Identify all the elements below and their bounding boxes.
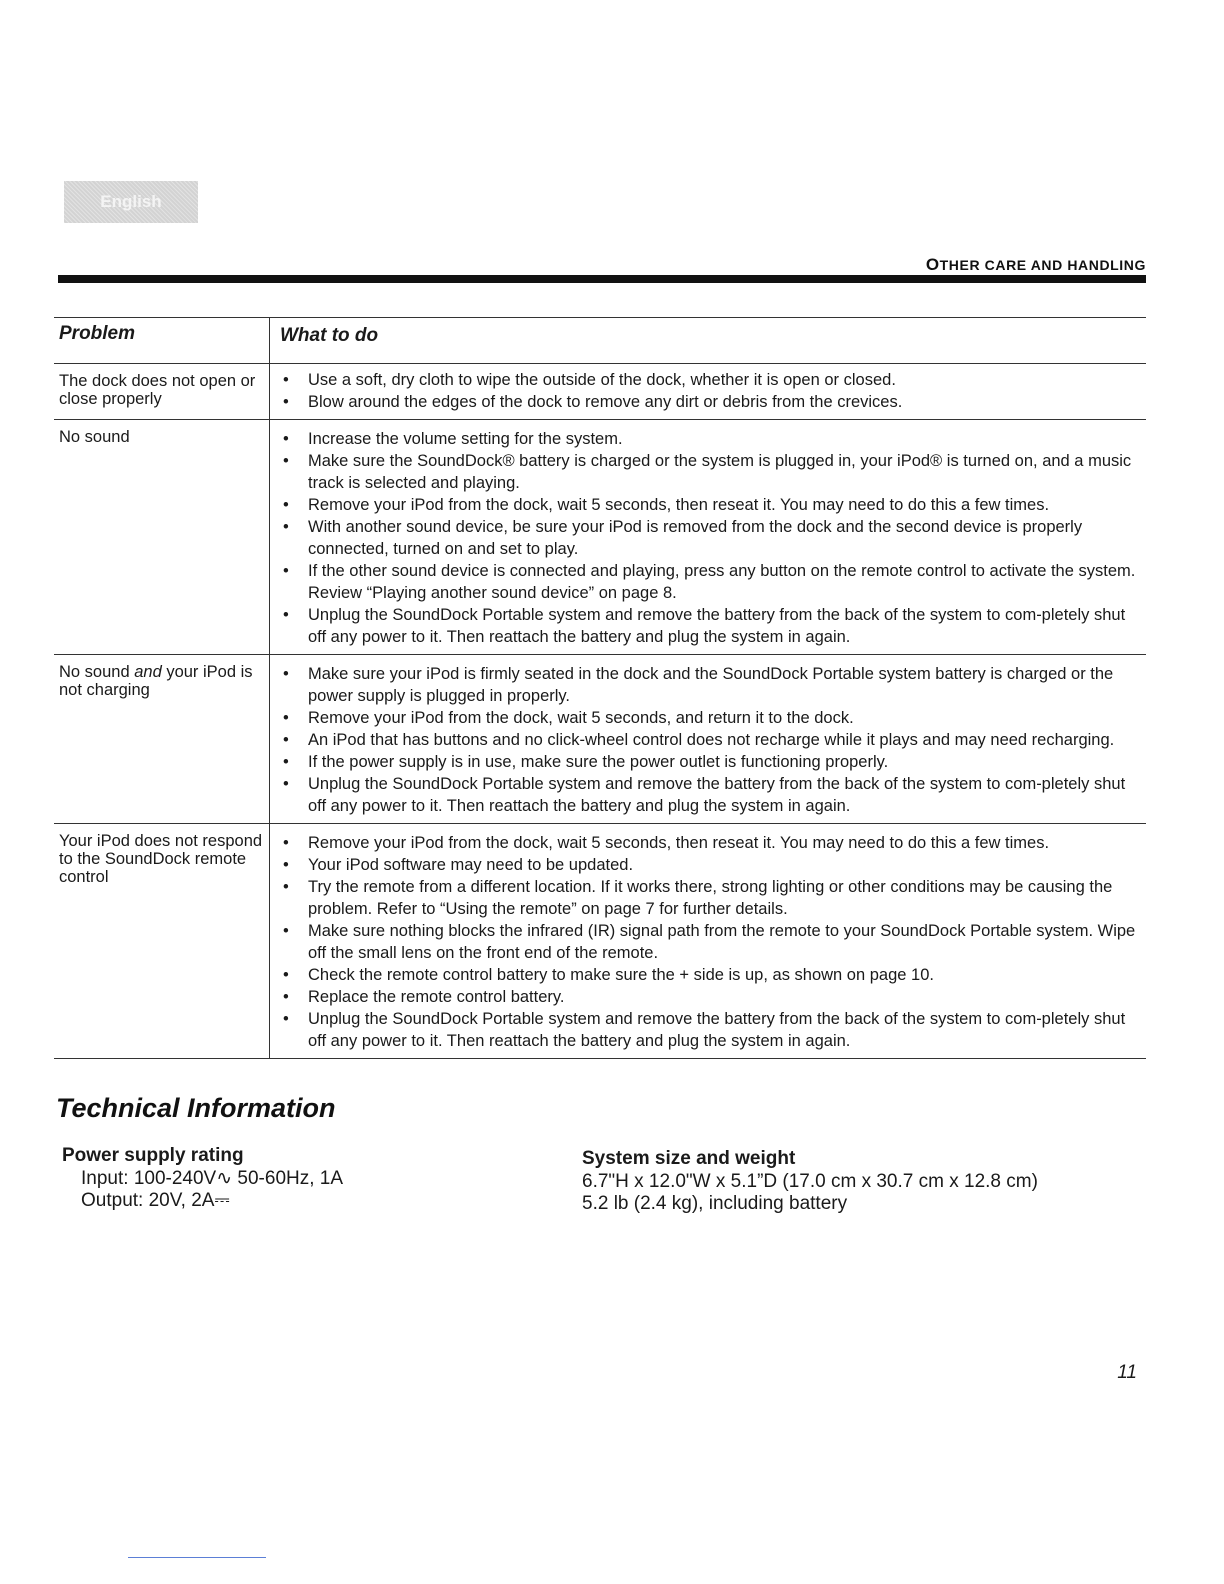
list-item bbox=[280, 729, 1138, 751]
table-row bbox=[54, 364, 1146, 420]
bullet-icon: • bbox=[283, 878, 289, 896]
solution-text: Make sure nothing blocks the infrared (IR) signal path from the remote to your SoundDock Portable system. Wipe off the small lens on the front end of the remote. bbox=[308, 922, 1136, 962]
solution-list bbox=[280, 369, 1138, 413]
list-item bbox=[280, 560, 1138, 604]
problem-text: Your iPod does not respond to the SoundDock remote control bbox=[59, 832, 263, 886]
solution-text: Remove your iPod from the dock, wait 5 seconds, and return it to the dock. bbox=[308, 709, 854, 727]
system-weight: 5.2 lb (2.4 kg), including battery bbox=[582, 1193, 848, 1214]
problem-text: No sound bbox=[59, 663, 135, 681]
list-item bbox=[280, 1008, 1138, 1052]
list-item bbox=[280, 707, 1138, 729]
problem-text: The dock does not open or close properly bbox=[59, 372, 256, 408]
bullet-icon: • bbox=[283, 834, 289, 852]
header-rule bbox=[58, 275, 1146, 283]
table-row bbox=[54, 655, 1146, 824]
solution-text: Increase the volume setting for the system. bbox=[308, 430, 623, 448]
list-item bbox=[280, 854, 1138, 876]
bullet-icon: • bbox=[283, 562, 289, 580]
technical-information-title: Technical Information bbox=[56, 1093, 336, 1123]
list-item bbox=[280, 986, 1138, 1008]
list-item bbox=[280, 494, 1138, 516]
language-tab: English bbox=[64, 181, 198, 223]
solution-text: Use a soft, dry cloth to wipe the outside of the dock, whether it is open or closed. bbox=[308, 371, 896, 389]
bullet-icon: • bbox=[283, 988, 289, 1006]
solution-text: Blow around the edges of the dock to remove any dirt or debris from the crevices. bbox=[308, 393, 903, 411]
list-item bbox=[280, 773, 1138, 817]
system-size-block bbox=[582, 1148, 1038, 1215]
solution-text: Make sure the SoundDock® battery is charged or the system is plugged in, your iPod® is turned on, and a music track is selected and playing. bbox=[308, 452, 1132, 492]
section-header-initial: O bbox=[925, 255, 940, 274]
solution-text: Check the remote control battery to make sure the + side is up, as shown on page 10. bbox=[308, 966, 934, 984]
problem-cell bbox=[54, 655, 269, 823]
list-item bbox=[280, 604, 1138, 648]
bullet-icon: • bbox=[283, 496, 289, 514]
solution-text: If the other sound device is connected and playing, press any button on the remote control to activate the system. Review “Playing another sound device” on page 8. bbox=[308, 562, 1136, 602]
bullet-icon: • bbox=[283, 665, 289, 683]
solution-list bbox=[280, 428, 1138, 648]
solution-text: Remove your iPod from the dock, wait 5 seconds, then reseat it. You may need to do this a few times. bbox=[308, 496, 1050, 514]
troubleshooting-table bbox=[54, 317, 1146, 1059]
footer-line bbox=[128, 1557, 266, 1558]
list-item bbox=[280, 450, 1138, 494]
solution-text: Your iPod software may need to be updated. bbox=[308, 856, 634, 874]
list-item bbox=[280, 428, 1138, 450]
solution-text: Unplug the SoundDock Portable system and remove the battery from the back of the system to com-pletely shut off any power to it. Then reattach the battery and plug the system in again. bbox=[308, 606, 1126, 646]
bullet-icon: • bbox=[283, 753, 289, 771]
bullet-icon: • bbox=[283, 966, 289, 984]
list-item bbox=[280, 663, 1138, 707]
bullet-icon: • bbox=[283, 856, 289, 874]
solution-text: Make sure your iPod is firmly seated in the dock and the SoundDock Portable system battery is charged or the power supply is plugged in properly. bbox=[308, 665, 1114, 705]
page-number: 11 bbox=[1117, 1362, 1137, 1383]
what-to-do-cell bbox=[269, 420, 1146, 654]
section-header-rest: THER CARE AND HANDLING bbox=[939, 257, 1146, 273]
bullet-icon: • bbox=[283, 371, 289, 389]
power-supply-block bbox=[62, 1145, 343, 1212]
bullet-icon: • bbox=[283, 709, 289, 727]
what-to-do-cell bbox=[269, 655, 1146, 823]
solution-text: If the power supply is in use, make sure the power outlet is functioning properly. bbox=[308, 753, 889, 771]
list-item bbox=[280, 920, 1138, 964]
solution-text: With another sound device, be sure your iPod is removed from the dock and the second device is properly connected, turned on and set to play. bbox=[308, 518, 1083, 558]
solution-text: An iPod that has buttons and no click-wheel control does not recharge while it plays and may need recharging. bbox=[308, 731, 1115, 749]
system-dimensions: 6.7"H x 12.0"W x 5.1”D (17.0 cm x 30.7 cm x 12.8 cm) bbox=[582, 1171, 1038, 1192]
table-header-row bbox=[54, 317, 1146, 364]
solution-text: Try the remote from a different location. If it works there, strong lighting or other conditions may be causing the problem. Refer to “Using the remote” on page 7 for further details. bbox=[308, 878, 1113, 918]
section-header bbox=[926, 255, 1146, 275]
bullet-icon: • bbox=[283, 606, 289, 624]
problem-text: your iPod is not charging bbox=[59, 663, 253, 699]
bullet-icon: • bbox=[283, 518, 289, 536]
what-to-do-cell bbox=[269, 824, 1146, 1058]
problem-text: No sound bbox=[59, 428, 130, 446]
list-item bbox=[280, 964, 1138, 986]
bullet-icon: • bbox=[283, 922, 289, 940]
solution-text: Remove your iPod from the dock, wait 5 seconds, then reseat it. You may need to do this a few times. bbox=[308, 834, 1050, 852]
bullet-icon: • bbox=[283, 393, 289, 411]
solution-text: Replace the remote control battery. bbox=[308, 988, 565, 1006]
list-item bbox=[280, 832, 1138, 854]
bullet-icon: • bbox=[283, 1010, 289, 1028]
solution-list bbox=[280, 832, 1138, 1052]
solution-text: Unplug the SoundDock Portable system and remove the battery from the back of the system to com-pletely shut off any power to it. Then reattach the battery and plug the system in again. bbox=[308, 775, 1126, 815]
list-item bbox=[280, 751, 1138, 773]
table-body bbox=[54, 364, 1146, 1059]
header-what-to-do: What to do bbox=[269, 318, 1146, 363]
solution-text: Unplug the SoundDock Portable system and remove the battery from the back of the system to com-pletely shut off any power to it. Then reattach the battery and plug the system in again. bbox=[308, 1010, 1126, 1050]
list-item bbox=[280, 876, 1138, 920]
table-row bbox=[54, 420, 1146, 655]
bullet-icon: • bbox=[283, 452, 289, 470]
bullet-icon: • bbox=[283, 430, 289, 448]
problem-text: and bbox=[134, 663, 162, 681]
bullet-icon: • bbox=[283, 775, 289, 793]
header-problem: Problem bbox=[59, 323, 136, 344]
bullet-icon: • bbox=[283, 731, 289, 749]
problem-cell bbox=[54, 824, 269, 1058]
power-input: Input: 100-240V∿ 50-60Hz, 1A bbox=[81, 1168, 344, 1189]
list-item bbox=[280, 369, 1138, 391]
table-row bbox=[54, 824, 1146, 1059]
solution-list bbox=[280, 663, 1138, 817]
power-output: Output: 20V, 2A⎓ bbox=[81, 1190, 230, 1211]
system-size-heading: System size and weight bbox=[582, 1148, 796, 1169]
list-item bbox=[280, 391, 1138, 413]
problem-cell bbox=[54, 364, 269, 419]
what-to-do-cell bbox=[269, 364, 1146, 419]
power-supply-heading: Power supply rating bbox=[62, 1145, 244, 1166]
list-item bbox=[280, 516, 1138, 560]
problem-cell bbox=[54, 420, 269, 654]
